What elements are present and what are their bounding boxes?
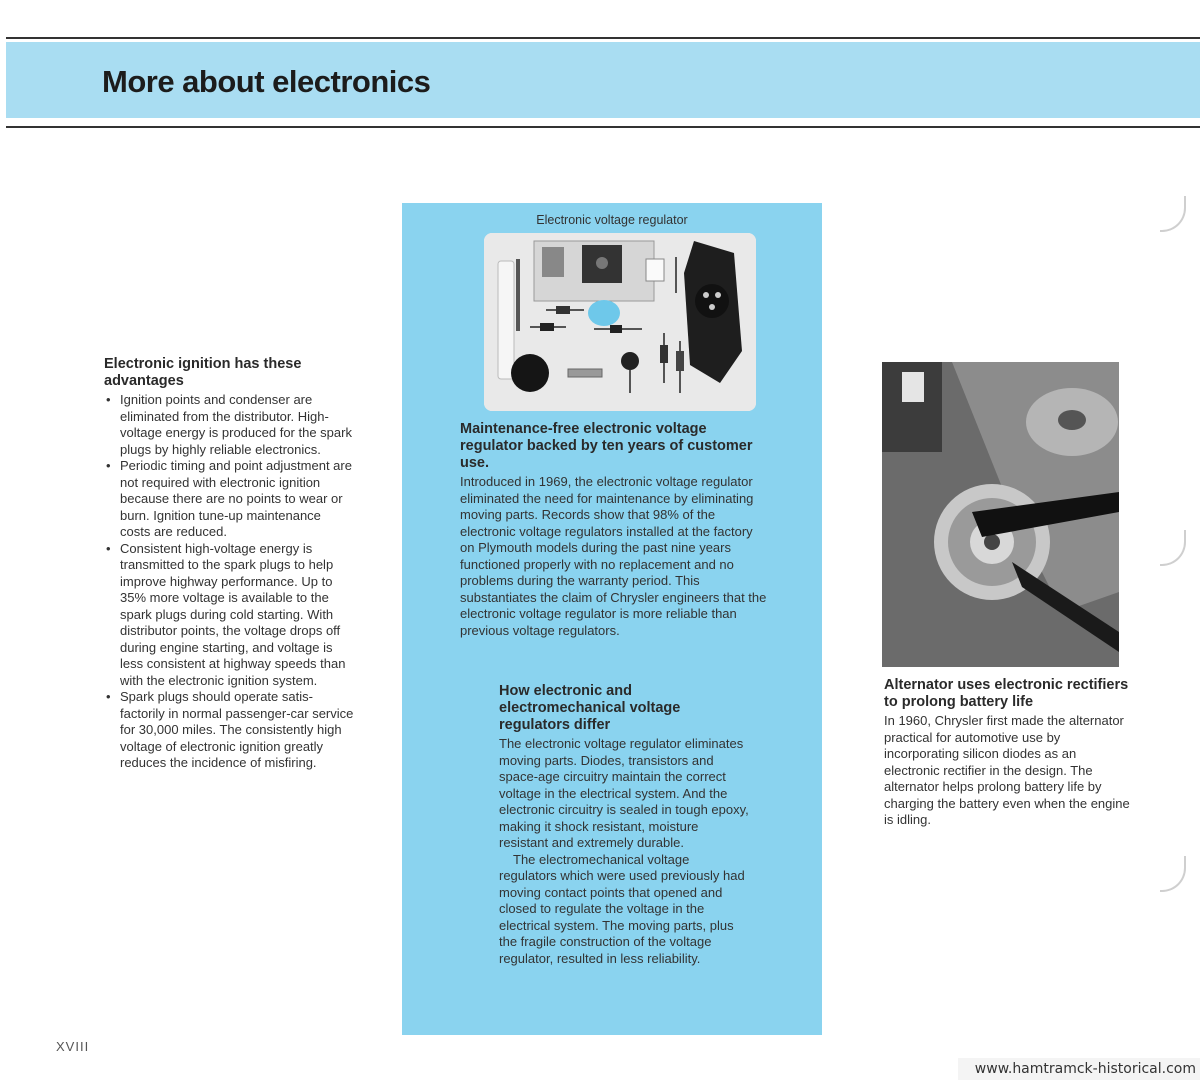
regulators-differ-para-1: The electronic voltage regulator eliminates moving parts. Diodes, transistors and space-age circuitry maintain the correct voltage in the electrical system. And the electronic circuitry is sealed in tough epoxy, making it shock resistant, moisture resistant and extremely durable. (499, 736, 749, 850)
advantage-item: • Ignition points and condenser are eliminated from the distributor. High-voltage energy is produced for the spark plugs by highly reliable electronics. (104, 392, 354, 458)
alternator-body: In 1960, Chrysler first made the alternator practical for automotive use by incorporating silicon diodes as an electronic rectifier in the design. The alternator helps prolong battery life by charging the battery even when the engine is idling. (884, 713, 1130, 827)
binder-ring-top (1160, 196, 1186, 232)
regulators-differ-para-2: The electromechanical voltage regulators which were used previously had moving contact points that opened and closed to regulate the voltage in the electrical system. The moving parts, plus the fragile construction of the voltage regulator, resulted in less reliability. (499, 851, 745, 966)
page-title: More about electronics (102, 64, 431, 99)
header-bottom-rule (6, 126, 1200, 128)
watermark: www.hamtramck-historical.com (958, 1058, 1200, 1080)
regulators-differ-heading: How electronic and electromechanical voltage regulators differ (499, 683, 681, 733)
page-number: XVIII (56, 1039, 90, 1054)
alternator-photo (882, 362, 1119, 667)
maintenance-free-heading: Maintenance-free electronic voltage regulator backed by ten years of customer use. (460, 421, 753, 471)
ignition-advantages-section (104, 356, 354, 772)
photo-caption: Electronic voltage regulator (536, 213, 688, 227)
binder-ring-middle (1160, 530, 1186, 566)
voltage-regulator-photo (484, 233, 756, 411)
regulators-differ-section (499, 683, 749, 967)
alternator-heading: Alternator uses electronic rectifiers to prolong battery life (884, 677, 1129, 710)
ignition-heading: Electronic ignition has these advantages (104, 356, 302, 389)
advantage-item: • Periodic timing and point adjustment are not required with electronic ignition because there are no points to wear or burn. Ignition tune-up maintenance costs are reduced. (104, 458, 354, 541)
alternator-section (884, 677, 1134, 829)
maintenance-free-section (460, 421, 770, 639)
center-panel (402, 203, 822, 1035)
binder-ring-bottom (1160, 856, 1186, 892)
advantage-item: • Spark plugs should operate satis-factorily in normal passenger-car service for 30,000 miles. The consistently high voltage of electronic ignition greatly reduces the incidence of misfiring. (104, 689, 354, 772)
top-rule (6, 37, 1200, 39)
maintenance-free-body: Introduced in 1969, the electronic voltage regulator eliminated the need for maintenance by eliminating moving parts. Records show that 98% of the electronic voltage regulators installed at the factory on Plymouth models during the past nine years functioned properly with no replacement and no problems during the warranty period. This substantiates the claim of Chrysler engineers that the electronic voltage regulator is more reliable than previous voltage regulators. (460, 474, 767, 638)
advantages-list (104, 392, 354, 772)
advantage-item: • Consistent high-voltage energy is transmitted to the spark plugs to help improve highway performance. Up to 35% more voltage is available to the spark plugs during cold starting. With distributor points, the voltage drops off during engine starting, and voltage is less consistent at highway speeds than with the electronic ignition system. (104, 541, 354, 690)
